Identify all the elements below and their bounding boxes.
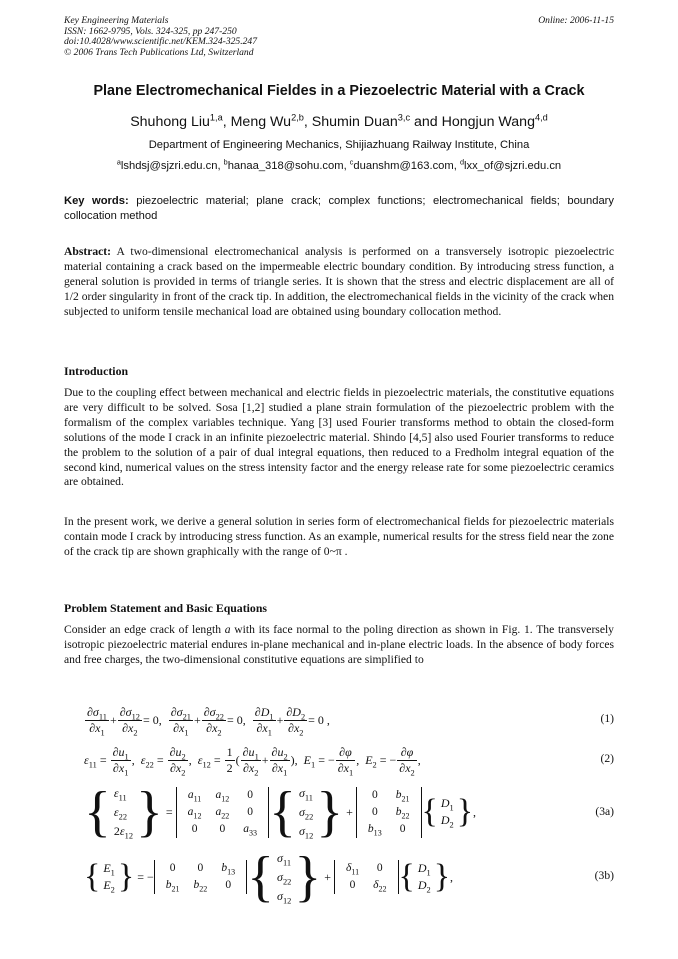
abstract bbox=[64, 245, 614, 320]
email-link[interactable]: hanaa_318@sohu.com bbox=[227, 160, 344, 172]
author-name: Shuhong Liu bbox=[130, 114, 210, 130]
author-name: Hongjun Wang bbox=[441, 114, 535, 130]
email-list: $^a$lshdsj@sjzri.edu.cn, $^b$hanaa_318@sohu.com, $^c$duanshm@163.com, $^d$lxx_of@sjzri.edu.cn bbox=[116, 157, 562, 172]
equation-number: (3a) bbox=[595, 805, 614, 818]
abstract-label: Abstract: bbox=[64, 245, 112, 258]
email-link[interactable]: duanshm@163.com bbox=[353, 160, 454, 172]
equation-number: (1) bbox=[600, 712, 614, 725]
copyright: © 2006 Trans Tech Publications Ltd, Switzerland bbox=[64, 46, 254, 58]
paper-title: Plane Electromechanical Fieldes in a Piezoelectric Material with a Crack bbox=[93, 83, 585, 99]
online-date: Online: 2006-11-15 bbox=[538, 15, 614, 26]
author-name: Shumin Duan bbox=[311, 114, 398, 130]
equation-2: $\varepsilon_{11}$ = $\frac{\partial u_1}{\partial x_1}$ , $\varepsilon_{22}$ = $\frac{\partial u_2}{\partial x_2}$ , $\varepsilon_{12}$ = $\frac{1}{2}$ ( $\frac{\partial u_1}{\partial x_2}$ + $\frac{\partial u_2}{\partial x_1}$ ), $E_1$ = − $\frac{\partial\varphi}{\partial x_1}$ , $E_2$ = − $\frac{\partial\varphi}{\partial x_2}$ , bbox=[84, 744, 421, 777]
author-list: Shuhong Liu$^{1,a}$, Meng Wu$^{2,b}$, Shumin Duan$^{3,c}$ and Hongjun Wang$^{4,d}$ bbox=[130, 112, 548, 130]
email-link[interactable]: lshdsj@sjzri.edu.cn bbox=[120, 160, 218, 172]
email-link[interactable]: lxx_of@sjzri.edu.cn bbox=[463, 160, 562, 172]
author-sup: 4,d bbox=[534, 112, 548, 123]
keywords-text: piezoelectric material; plane crack; complex functions; electromechanical fields; boundary collocation method bbox=[64, 195, 614, 222]
author-sup: 1,a bbox=[209, 112, 223, 123]
equation-1: $\frac{\partial\sigma_{11}}{\partial x_1}$ + $\frac{\partial\sigma_{12}}{\partial x_2}$ = 0, $\frac{\partial\sigma_{21}}{\partial x_1}$ + $\frac{\partial\sigma_{22}}{\partial x_2}$ = 0, $\frac{\partial D_1}{\partial x_1}$ + $\frac{\partial D_2}{\partial x_2}$ = 0 , bbox=[87, 704, 330, 737]
issn: ISSN: 1662-9795, Vols. 324-325, pp 247-250 bbox=[64, 25, 237, 37]
section-heading-introduction: Introduction bbox=[64, 364, 129, 378]
equation-number: (2) bbox=[600, 752, 614, 765]
abstract-text: A two-dimensional electromechanical analysis is performed on a transversely isotropic piezoelectric material containing a crack based on the impermeable electric boundary condition. By introducing stress function, a general solution is provided in terms of triangle series. It is shown that the stress and electric displacement are all of 1/2 order singularity in front of the crack tip. In addition, the electromechanical fields in the vicinity of the crack when subjected to uniform tensile mechanical load are obtained using boundary collocation method. bbox=[64, 245, 615, 318]
equation-number: (3b) bbox=[594, 869, 614, 882]
affiliation: Department of Engineering Mechanics, Shijiazhuang Railway Institute, China bbox=[148, 139, 530, 151]
equation-3a: { $\varepsilon_{11}$ $\varepsilon_{22}$ $2\varepsilon_{12}$ } = $a_{11}$ $a_{12}$ 0 $a_{12}$ $a_{22}$ 0 0 0 $a_{33}$ { $\sigma_{11}$ $\sigma_{22}$ $\sigma_{12}$ } + 0 $b_{21}$ 0 $b_{22}$ $b_{13}$ 0 { $D_1$ $D_2$ } , bbox=[84, 781, 477, 843]
intro-paragraph-1: Due to the coupling effect between mechanical and electric fields in piezoelectric materials, the constitutive equations are very difficult to be solved. Sosa [1,2] studied a plane strain formulation of the piezoelectric problem with the formalism of the complex variables technique. Yang [3] used Fourier transforms method to obtain the closed-form solutions of the mode I crack in an infinite piezoelectric material. Shindo [4,5] also used Fourier transforms to reduce the problem to the solution of a pair of dual integral equations, then reduced to a Fredholm integral equation of the second kind, numerical values on the stress intensity factor and the energy release rate for some piezoelectric ceramics are obtained. bbox=[64, 386, 614, 489]
author-name: Meng Wu bbox=[230, 114, 292, 130]
journal-name: Key Engineering Materials bbox=[64, 15, 169, 26]
keywords-label: Key words: bbox=[64, 195, 129, 207]
keywords bbox=[64, 194, 614, 223]
journal-header bbox=[64, 16, 257, 58]
problem-paragraph: Consider an edge crack of length a with its face normal to the poling direction as shown in Fig. 1. The transversely isotropic piezoelectric material endures in-plane mechanical and in-plane electric loads. In the absence of body forces and free charges, the two-dimensional constitutive equations are simplified to bbox=[64, 623, 614, 666]
doi: doi:10.4028/www.scientific.net/KEM.324-325.247 bbox=[64, 36, 258, 48]
section-heading-problem: Problem Statement and Basic Equations bbox=[64, 601, 267, 615]
author-sup: 3,c bbox=[397, 112, 411, 123]
intro-paragraph-2: In the present work, we derive a general solution in series form of electromechanical fields for piezoelectric materials contain mode I crack by introducing stress function. As an example, numerical results for the stress field near the zone of the crack tip are shown graphically with the range of 0~π . bbox=[64, 515, 614, 558]
author-sup: 2,b bbox=[291, 112, 304, 123]
equation-3b: { $E_1$ $E_2$ } = − 0 0 $b_{13}$ $b_{21}$ $b_{22}$ 0 { $\sigma_{11}$ $\sigma_{22}$ $\sigma_{12}$ } + $\delta_{11}$ 0 0 $\delta_{22}$ { $D_1$ $D_2$ } , bbox=[84, 846, 454, 908]
